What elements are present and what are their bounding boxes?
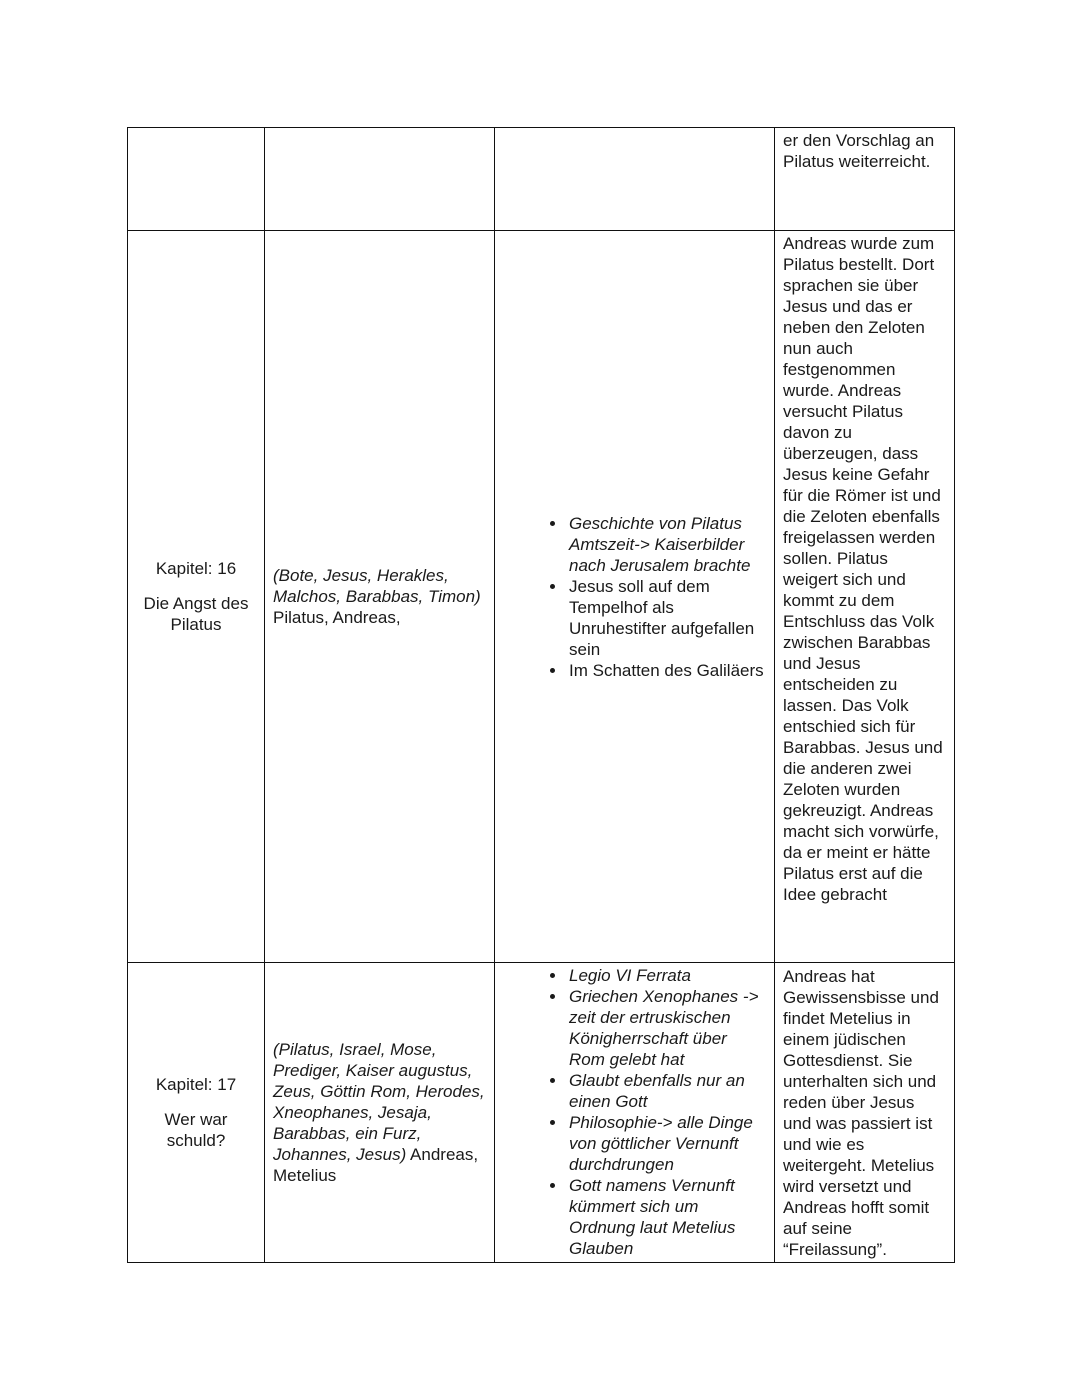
note-item: • Glaubt ebenfalls nur an einen Gott (567, 1070, 764, 1112)
notes-cell (495, 128, 775, 231)
summary-cell (775, 128, 955, 231)
summary-text: Andreas hat Gewissensbisse und findet Metelius in einem jüdischen Gottesdienst. Sie unterhalten sich und reden über Jesus und was passiert ist und wie es weitergeht. Metelius wird versetzt und Andreas hofft somit auf seine “Freilassung”. (783, 967, 939, 1259)
persons-mentioned: (Pilatus, Israel, Mose, Prediger, Kaiser augustus, Zeus, Göttin Rom, Herodes, Xneophanes, Jesaja, Barabbas, ein Furz, Johannes, Jesus) (273, 1040, 485, 1164)
notes-list (495, 965, 764, 1259)
notes-cell (495, 963, 775, 1263)
note-item: • Im Schatten des Galiläers (567, 660, 764, 681)
table-row-chapter-17 (128, 963, 955, 1263)
note-item: • Philosophie-> alle Dinge von göttlicher Vernunft durchdrungen (567, 1112, 764, 1175)
chapter-number: Kapitel: 16 (155, 559, 237, 578)
summary-text: er den Vorschlag an Pilatus weiterreicht. (783, 131, 935, 171)
notes-cell (495, 231, 775, 963)
persons-main: Andreas, Metelius (273, 1145, 479, 1185)
note-item: • Jesus soll auf dem Tempelhof als Unruhestifter aufgefallen sein (567, 576, 764, 660)
summary-text: Andreas wurde zum Pilatus bestellt. Dort sprachen sie über Jesus und das er neben den Zeloten nun auch festgenommen wurde. Andreas versucht Pilatus davon zu überzeugen, dass Jesus keine Gefahr für die Römer ist und die Zeloten ebenfalls freigelassen werden sollen. Pilatus weigert sich und kommt zu dem Entschluss das Volk zwischen Barabbas und Jesus entscheiden zu lassen. Das Volk entschied sich für Barabbas. Jesus und die anderen zwei Zeloten wurden gekreuzigt. Andreas macht sich vorwürfe, da er meint er hätte Pilatus erst auf die Idee gebracht (783, 234, 943, 904)
chapter-number: Kapitel: 17 (155, 1075, 237, 1094)
persons-main: Pilatus, Andreas, (273, 608, 401, 627)
chapter-summary-table (127, 127, 955, 1263)
chapter-cell (128, 963, 265, 1263)
persons-cell (265, 128, 495, 231)
table-row-chapter-16 (128, 231, 955, 963)
persons-cell (265, 231, 495, 963)
notes-list (495, 513, 764, 681)
chapter-title: Die Angst des Pilatus (143, 594, 249, 634)
summary-cell (775, 963, 955, 1263)
note-item: • Griechen Xenophanes -> zeit der ertruskischen Königherrschaft über Rom gelebt hat (567, 986, 764, 1070)
summary-cell (775, 231, 955, 963)
note-item: • Gott namens Vernunft kümmert sich um Ordnung laut Metelius Glauben (567, 1175, 764, 1259)
chapter-title: Wer war schuld? (164, 1110, 228, 1150)
chapter-cell (128, 128, 265, 231)
persons-mentioned: (Bote, Jesus, Herakles, Malchos, Barabbas, Timon) (273, 566, 481, 606)
persons-cell (265, 963, 495, 1263)
chapter-cell (128, 231, 265, 963)
note-item: • Legio VI Ferrata (567, 965, 764, 986)
table-row-continuation (128, 128, 955, 231)
note-item: • Geschichte von Pilatus Amtszeit-> Kaiserbilder nach Jerusalem brachte (567, 513, 764, 576)
